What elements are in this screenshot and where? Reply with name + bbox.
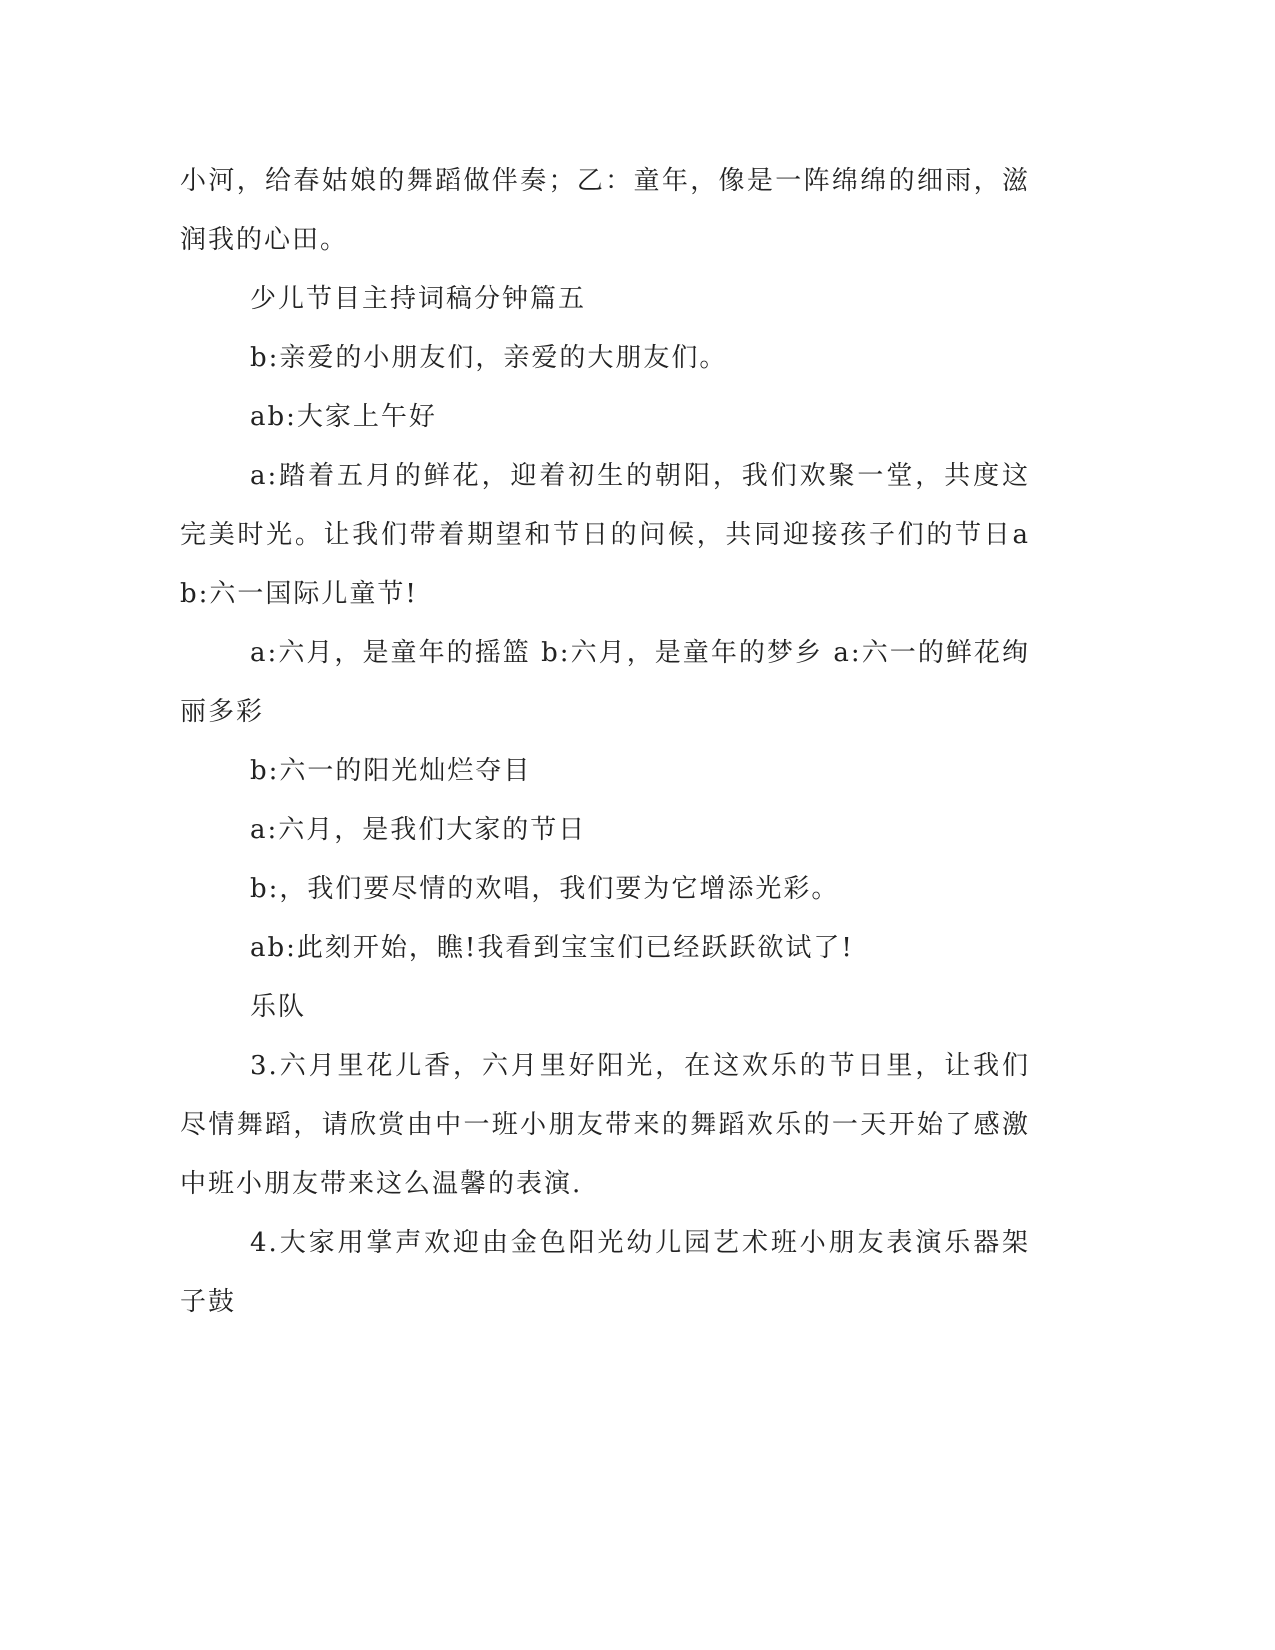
section-heading: 少儿节目主持词稿分钟篇五 [250, 284, 587, 314]
paragraph: b:，我们要尽情的欢唱，我们要为它增添光彩。 [250, 874, 840, 904]
paragraph: b:六一的阳光灿烂夺目 [250, 756, 532, 786]
paragraph: ab:此刻开始，瞧!我看到宝宝们已经跃跃欲试了! [250, 933, 854, 963]
paragraph: 乐队 [250, 992, 307, 1022]
paragraph: 3.六月里花儿香，六月里好阳光，在这欢乐的节日里，让我们尽情舞蹈，请欣赏由中一班小朋友带来的舞蹈欢乐的一天开始了感激中班小朋友带来这么温馨的表演. [180, 1051, 1030, 1199]
paragraph: a:踏着五月的鲜花，迎着初生的朝阳，我们欢聚一堂，共度这完美时光。让我们带着期望和节日的问候，共同迎接孩子们的节日ab:六一国际儿童节! [180, 461, 1030, 609]
paragraph: 小河，给春姑娘的舞蹈做伴奏；乙：童年，像是一阵绵绵的细雨，滋润我的心田。 [180, 166, 1030, 255]
document-body [180, 152, 1030, 1332]
paragraph: a:六月，是童年的摇篮 b:六月，是童年的梦乡 a:六一的鲜花绚丽多彩 [180, 638, 1030, 727]
paragraph: a:六月，是我们大家的节日 [250, 815, 587, 845]
paragraph: 4.大家用掌声欢迎由金色阳光幼儿园艺术班小朋友表演乐器架子鼓 [180, 1228, 1030, 1317]
paragraph: b:亲爱的小朋友们，亲爱的大朋友们。 [250, 343, 728, 373]
paragraph: ab:大家上午好 [250, 402, 437, 432]
